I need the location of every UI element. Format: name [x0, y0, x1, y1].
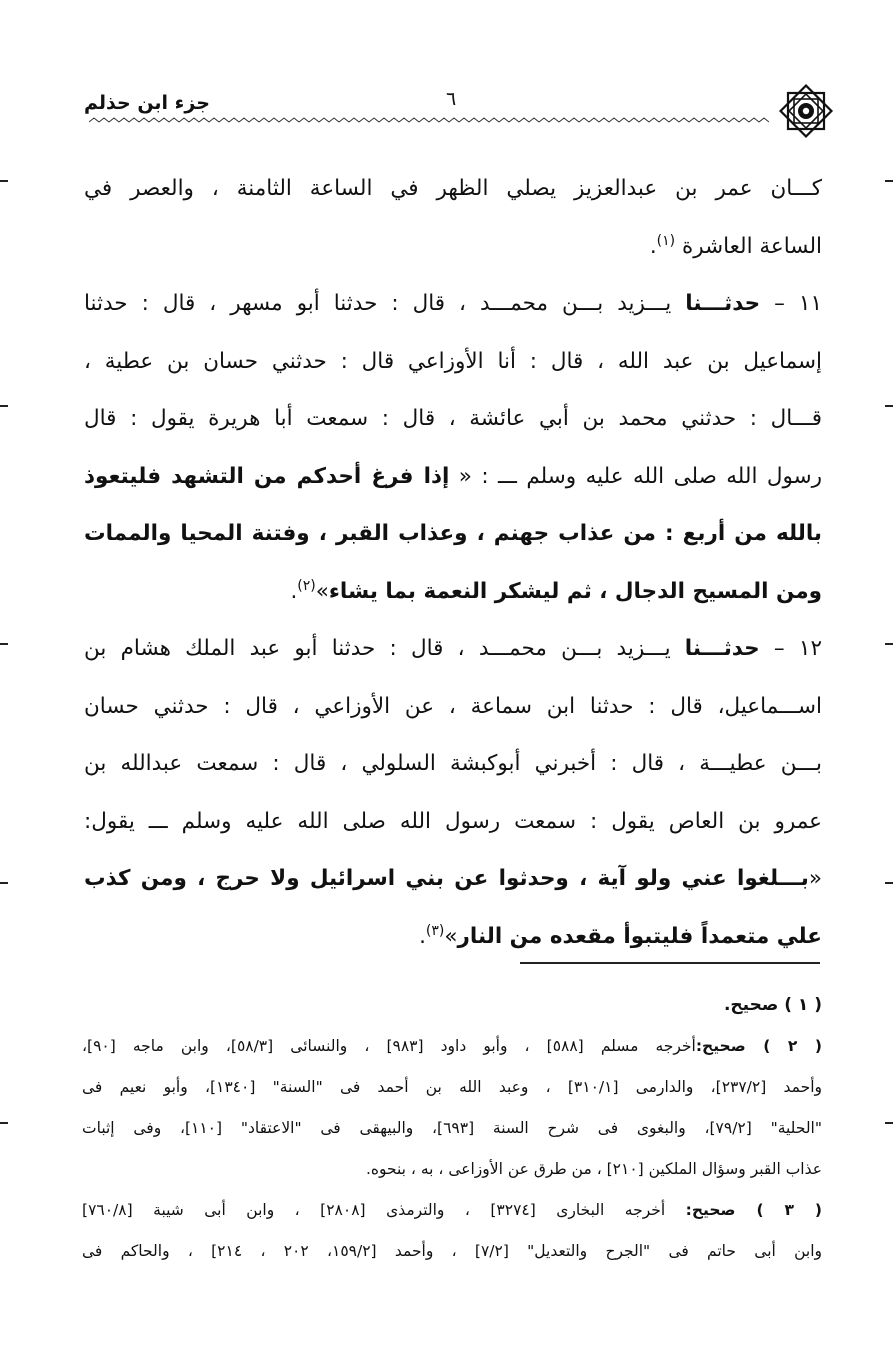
footnote-2 [82, 1026, 822, 1190]
footnote-line [82, 1190, 822, 1231]
text-line [84, 908, 822, 966]
margin-tick [0, 180, 8, 182]
footnote-1 [82, 985, 822, 1026]
main-text [84, 160, 822, 965]
footnote-text: ( ١ ) صحيح. [723, 995, 822, 1015]
footnote-text: وابن أبى حاتم فى "الجرح والتعديل" [٧/٢] ، وأحمد [١٥٩/٢، ٢٠٢ ، ٢١٤] ، والحاكم فى [82, 1242, 822, 1260]
text-segment: « [808, 866, 822, 891]
footnote-text: عذاب القبر وسؤال الملكين [٢١٠] ، من طرق عن الأوزاعى ، به ، بنحوه. [365, 1160, 822, 1178]
text-line [84, 275, 822, 333]
footnote-label: ( ٢ ) صحيح: [695, 1037, 822, 1055]
footnote-line [82, 1026, 822, 1067]
text-segment: » [444, 923, 458, 949]
text-line [84, 850, 822, 908]
footnote-line [82, 1149, 822, 1190]
text-line [84, 218, 822, 276]
text-segment: » [315, 578, 329, 604]
text-segment: يـــزيد بـــن محمـــد ، قال : حدثنا أبو عبد الملك هشام بن [84, 636, 685, 661]
footnote-ref: (١) [656, 232, 676, 249]
text-line [84, 390, 822, 448]
bold-text: إذا فرغ أحدكم من التشهد فليتعوذ [84, 463, 450, 489]
text-segment: قـــال : حدثني محمد بن أبي عائشة ، قال : سمعت أبا هريرة يقول : قال [84, 406, 822, 431]
footnote-separator [520, 962, 820, 964]
margin-tick [885, 882, 893, 884]
footnote-text: وأحمد [٢٣٧/٢]، والدارمى [٣١٠/١] ، وعبد الله بن أحمد فى "السنة" [١٣٤٠]، وأبو نعيم فى [82, 1078, 822, 1096]
text-line [84, 678, 822, 736]
text-segment: بـــن عطيـــة ، قال : أخبرني أبوكبشة السلولي ، قال : سمعت عبدالله بن [84, 751, 822, 776]
paragraph [84, 160, 822, 275]
footnote-label: ( ٣ ) صحيح: [685, 1201, 822, 1219]
header-zigzag-rule [89, 116, 769, 124]
bold-text: حدثـــنا [685, 291, 761, 316]
page-number: ٦ [446, 88, 457, 110]
text-line [84, 448, 822, 506]
bold-text: بـــلغوا عني ولو آية ، وحدثوا عن بني اسرائيل ولا حرج ، ومن كذب [84, 866, 809, 891]
margin-tick [885, 643, 893, 645]
bold-text: علي متعمداً فليتبوأ مقعده من النار [457, 923, 822, 949]
margin-tick [885, 180, 893, 182]
footnote-line [82, 985, 822, 1026]
text-line [84, 735, 822, 793]
text-segment: عمرو بن العاص يقول : سمعت رسول الله صلى الله عليه وسلم ـــ يقول: [84, 808, 822, 834]
bold-text: بالله من أربع : من عذاب جهنم ، وعذاب القبر ، وفتنة المحيا والممات [84, 521, 822, 546]
hadith-number: ١١ – [760, 291, 822, 316]
margin-tick [0, 405, 8, 407]
text-line [84, 620, 822, 678]
text-segment: . [290, 578, 298, 604]
eight-pointed-star-ornament-icon [777, 82, 835, 140]
text-line [84, 333, 822, 391]
margin-tick [0, 643, 8, 645]
text-segment: الساعة العاشرة [675, 233, 822, 259]
hadith-11 [84, 275, 822, 620]
book-title: جزء ابن حذلم [84, 92, 210, 114]
text-line [84, 505, 822, 563]
margin-tick [885, 405, 893, 407]
footnote-line [82, 1231, 822, 1272]
text-segment: . [649, 233, 657, 259]
text-line [84, 793, 822, 851]
footnote-line [82, 1108, 822, 1149]
text-line [84, 563, 822, 621]
text-segment: اســـماعيل، قال : حدثنا ابن سماعة ، عن الأوزاعي ، قال : حدثني حسان [84, 693, 822, 719]
footnote-text: "الحلية" [٧٩/٢]، والبغوى فى شرح السنة [٦٩٣]، والبيهقى فى "الاعتقاد" [١١٠]، وفى إثبات [82, 1119, 822, 1137]
footnote-text: أخرجه مسلم [٥٨٨] ، وأبو داود [٩٨٣] ، والنسائى [٥٨/٣]، وابن ماجه [٩٠]، [82, 1037, 696, 1055]
footnotes [82, 985, 822, 1272]
text-segment: يـــزيد بـــن محمـــد ، قال : حدثنا أبو مسهر ، قال : حدثنا [84, 291, 686, 316]
margin-tick [0, 1122, 8, 1124]
bold-text: حدثـــنا [684, 636, 760, 661]
text-segment: كـــان عمر بن عبدالعزيز يصلي الظهر في الساعة الثامنة ، والعصر في [84, 176, 822, 201]
running-header [82, 76, 835, 142]
margin-tick [0, 882, 8, 884]
text-line [84, 160, 822, 218]
margin-tick [885, 1122, 893, 1124]
text-segment: رسول الله صلى الله عليه وسلم ـــ : « [449, 463, 822, 489]
footnote-line [82, 1067, 822, 1108]
footnote-text: أخرجه البخارى [٣٢٧٤] ، والترمذى [٢٨٠٨] ، وابن أبى شيبة [٧٦٠/٨] [82, 1201, 686, 1219]
footnote-3 [82, 1190, 822, 1272]
hadith-number: ١٢ – [759, 636, 822, 661]
footnote-ref: (٢) [297, 577, 316, 594]
text-segment: . [419, 923, 426, 949]
hadith-12 [84, 620, 822, 965]
footnote-ref: (٣) [425, 922, 445, 939]
bold-text: ومن المسيح الدجال ، ثم ليشكر النعمة بما يشاء [328, 578, 822, 604]
text-segment: إسماعيل بن عبد الله ، قال : أنا الأوزاعي قال : حدثني حسان بن عطية ، [84, 348, 822, 374]
